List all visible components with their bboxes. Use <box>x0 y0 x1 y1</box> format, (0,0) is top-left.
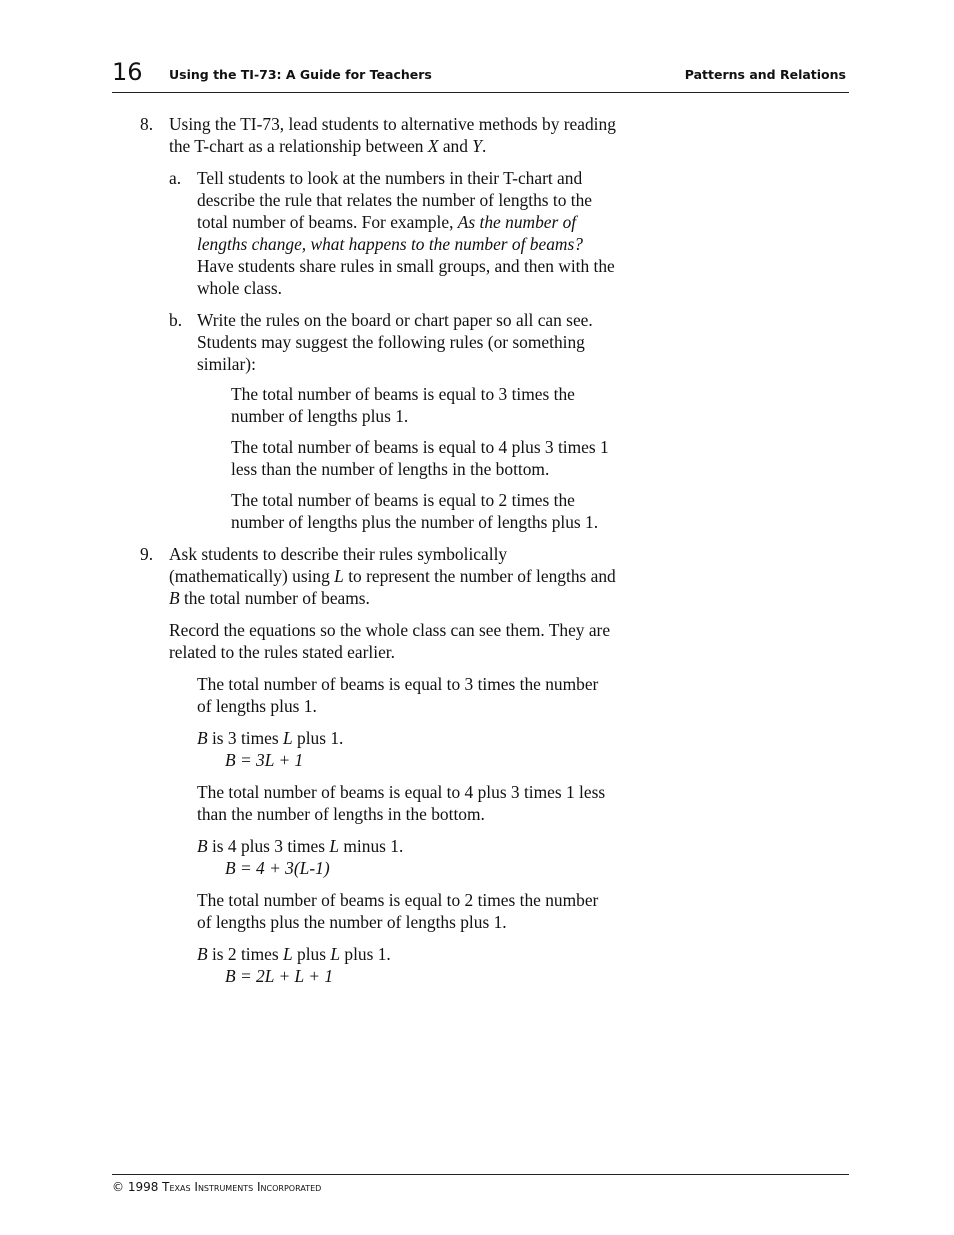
equation-block <box>197 727 617 771</box>
step-text: . <box>481 136 487 156</box>
record-paragraph: Record the equations so the whole class can see them. They are related to the rules stated earlier. <box>169 620 611 662</box>
equation-block <box>197 943 617 987</box>
rule-quote: The total number of beams is equal to 4 plus 3 times 1 less than the number of lengths in the bottom. <box>231 437 609 479</box>
equation-words: is 3 times <box>207 728 283 748</box>
page-footer <box>112 1174 849 1194</box>
symbolic-equation: B = 4 + 3(L-1) <box>225 858 330 878</box>
book-title: Using the TI-73: A Guide for Teachers <box>169 67 432 82</box>
substep-text: Write the rules on the board or chart paper so all can see. Students may suggest the following rules (or something similar): <box>197 310 593 374</box>
var-l: L <box>334 566 344 586</box>
step-9 <box>140 543 622 609</box>
var-b: B <box>197 728 208 748</box>
verbal-equation <box>197 943 617 965</box>
copyright: © 1998 Texas Instruments Incorporated <box>112 1180 322 1194</box>
substep-a <box>169 167 622 299</box>
substep-text: Tell students to look at the numbers in their T-chart and describe the rule that relates the number of lengths to the total number of beams. For example, <box>197 168 593 232</box>
var-y: Y <box>472 136 482 156</box>
symbolic-equation: B = 3L + 1 <box>225 750 304 770</box>
section-title: Patterns and Relations <box>684 67 846 82</box>
step-text: to represent the number of lengths and <box>343 566 616 586</box>
substep-letter: a. <box>169 168 182 188</box>
var-b: B <box>169 588 180 608</box>
rule-text: The total number of beams is equal to 3 times the number of lengths plus 1. <box>197 674 599 716</box>
step-text: Ask students to describe their rules symbolically (mathematically) using <box>169 544 508 586</box>
substep-b <box>169 309 622 375</box>
equation-words: plus 1. <box>340 944 391 964</box>
step-number: 8. <box>140 114 154 134</box>
verbal-equation <box>197 727 617 749</box>
page-number: 16 <box>112 58 143 86</box>
rule-quote: The total number of beams is equal to 2 times the number of lengths plus the number of lengths plus 1. <box>231 490 599 532</box>
var-l: L <box>283 944 293 964</box>
equation-block <box>197 835 617 879</box>
var-x: X <box>427 136 439 156</box>
rule-text: The total number of beams is equal to 2 times the number of lengths plus the number of lengths plus 1. <box>197 890 599 932</box>
step-text: the total number of beams. <box>179 588 370 608</box>
symbolic-equation: B = 2L + L + 1 <box>225 966 334 986</box>
rule-quote: The total number of beams is equal to 3 times the number of lengths plus 1. <box>231 384 575 426</box>
step-number: 9. <box>140 544 154 564</box>
step-8 <box>140 113 622 157</box>
equation-words: plus 1. <box>292 728 344 748</box>
example-question: As the number of lengths change, what happens to the number of beams? <box>197 212 583 254</box>
var-b: B <box>197 944 208 964</box>
equation-words: is 4 plus 3 times <box>207 836 330 856</box>
page-body <box>140 113 622 997</box>
equation-words: is 2 times <box>207 944 283 964</box>
step-text: and <box>438 136 473 156</box>
rule-text: The total number of beams is equal to 4 plus 3 times 1 less than the number of lengths in the bottom. <box>197 782 606 824</box>
page-header <box>112 58 849 93</box>
step-text: Using the TI-73, lead students to alternative methods by reading the T-chart as a relationship between <box>169 114 616 156</box>
substep-text: Have students share rules in small groups, and then with the whole class. <box>197 256 615 298</box>
verbal-equation <box>197 835 617 857</box>
var-b: B <box>197 836 208 856</box>
var-l: L <box>330 944 341 964</box>
equation-words: minus 1. <box>339 836 404 856</box>
equation-words: plus <box>292 944 331 964</box>
substep-letter: b. <box>169 310 183 330</box>
var-l: L <box>329 836 340 856</box>
var-l: L <box>283 728 293 748</box>
